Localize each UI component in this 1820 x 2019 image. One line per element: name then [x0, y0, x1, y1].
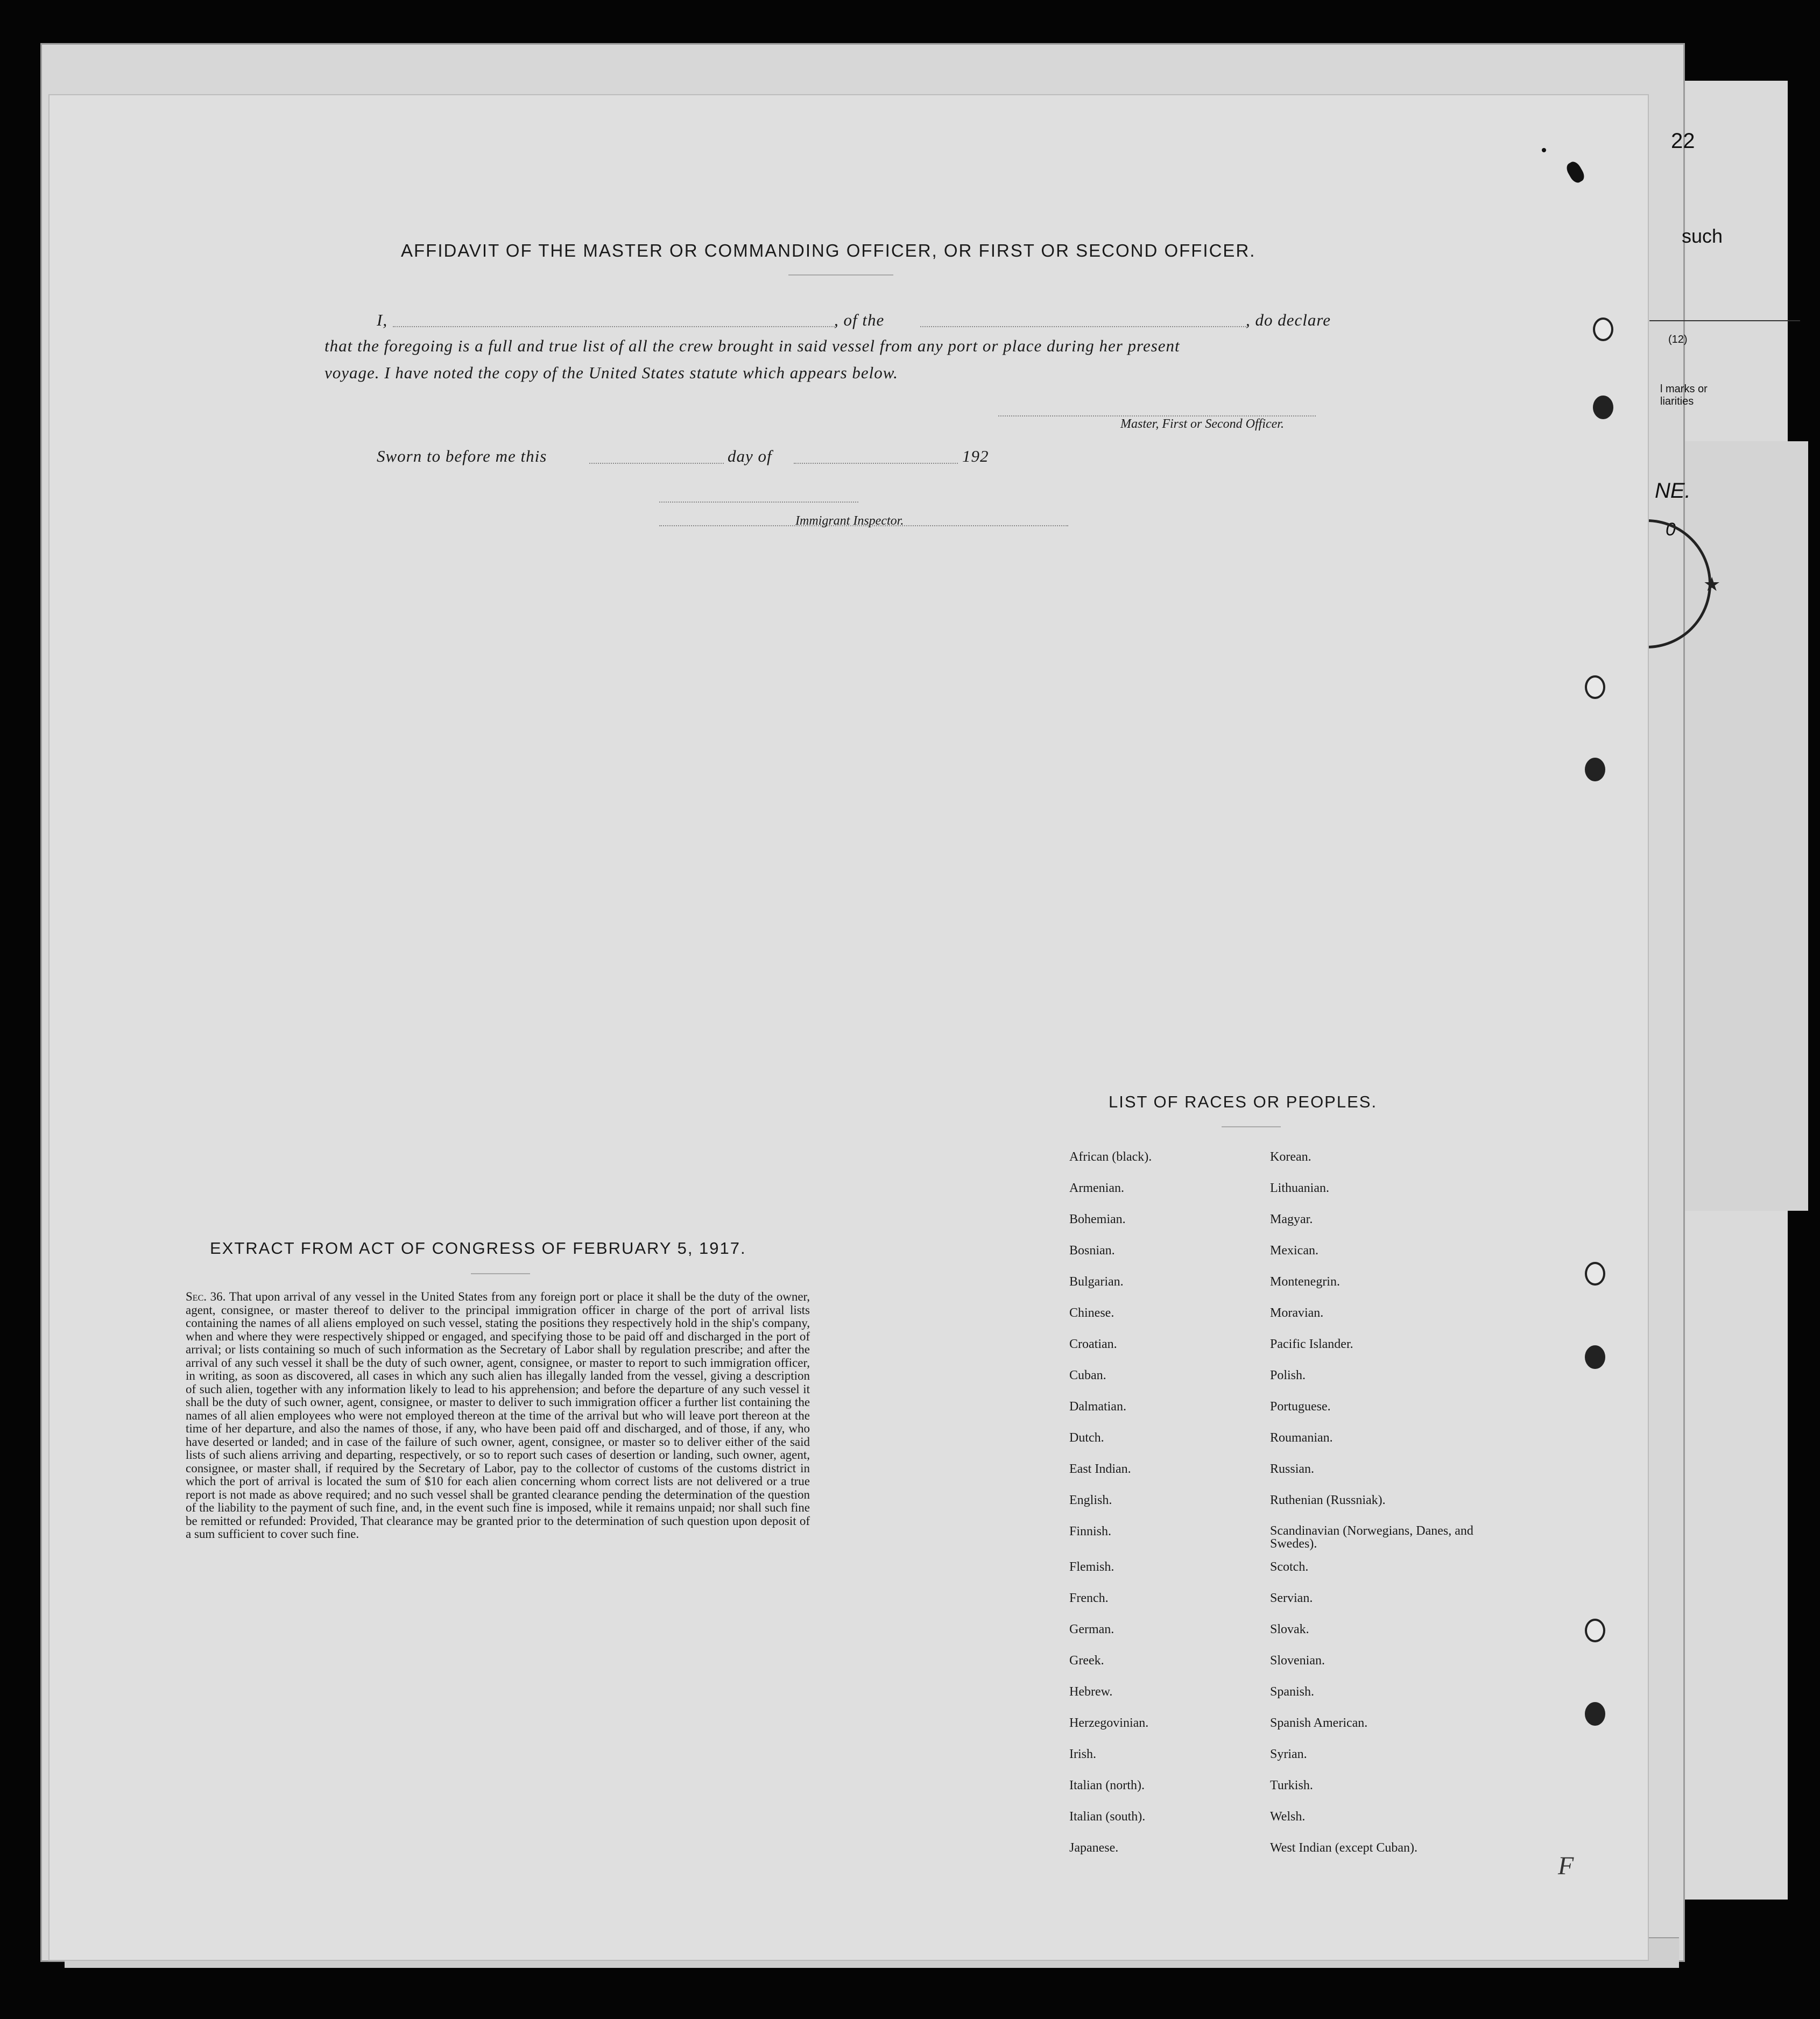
race-item: Welsh.: [1270, 1810, 1306, 1824]
statute-line: aliens employed on such vessel, stating the positions they respectively hold in the ship's company,: [323, 1316, 810, 1330]
statute-line: pending the determination of the question of the liability to the payment of such fine, and,: [186, 1487, 810, 1514]
punch-hole-icon: [1585, 1619, 1605, 1642]
punch-hole-icon: [1585, 1702, 1605, 1726]
race-item: Scandinavian (Norwegians, Danes, and Swedes).: [1270, 1524, 1473, 1551]
race-item: Russian.: [1270, 1462, 1315, 1476]
race-item: Greek.: [1069, 1654, 1104, 1668]
race-item: Servian.: [1270, 1591, 1313, 1605]
race-item: Japanese.: [1069, 1841, 1119, 1855]
race-item: Cuban.: [1069, 1368, 1106, 1382]
sworn-day-of: day of: [728, 447, 772, 465]
punch-hole-icon: [1585, 758, 1605, 781]
race-item: Dalmatian.: [1069, 1400, 1126, 1414]
inspector-signature-line: [659, 502, 858, 503]
sworn-prefix: Sworn to before me this: [377, 447, 547, 465]
statute-line: Secretary of Labor shall by regulation prescribe; and after the arrival of any such vessel it: [186, 1343, 810, 1369]
race-item: Flemish.: [1069, 1560, 1114, 1574]
title-underline: [788, 274, 893, 276]
statute-line: officer, in writing, as soon as discovered, all cases in which any such alien has illegally landed: [186, 1356, 810, 1382]
race-item: Polish.: [1270, 1368, 1306, 1382]
underlying-handwritten-o: 0: [1666, 519, 1676, 540]
handwritten-margin-mark: F: [1558, 1852, 1574, 1880]
affidavit-i-label: I,: [377, 310, 388, 329]
race-item: West Indian (except Cuban).: [1270, 1841, 1417, 1855]
statute-line: when and where they were respectively shipped or engaged, and specifying those to be paid off: [186, 1329, 663, 1343]
statute-line: of arrival is located the sum of $10 for each alien concerning whom correct lists are not delivered: [263, 1474, 763, 1488]
race-item: Slovenian.: [1270, 1654, 1325, 1668]
race-item: Irish.: [1069, 1747, 1096, 1761]
underlying-column-number: (12): [1668, 334, 1688, 345]
race-item: Portuguese.: [1270, 1400, 1331, 1414]
officer-signature-caption: Master, First or Second Officer.: [1120, 417, 1284, 431]
races-title: LIST OF RACES OR PEOPLES.: [1109, 1092, 1378, 1111]
race-item: Lithuanian.: [1270, 1181, 1329, 1195]
statute-line: arrival but who will leave port thereon at the time of her departure, and also the names of: [186, 1408, 810, 1435]
race-item: Magyar.: [1270, 1212, 1313, 1226]
race-item: Scotch.: [1270, 1560, 1309, 1574]
punch-hole-icon: [1585, 675, 1605, 699]
sworn-day-blank-line: [589, 463, 724, 464]
race-item: Chinese.: [1069, 1306, 1114, 1320]
affidavit-title: AFFIDAVIT OF THE MASTER OR COMMANDING OFFICER, OR FIRST OR SECOND OFFICER.: [401, 241, 1256, 260]
race-item: Mexican.: [1270, 1244, 1318, 1258]
statute-line: shall be the duty of such owner, agent, consignee, or master to report to such immigration: [325, 1356, 772, 1369]
statute-line: containing the names of all alien employees who were not employed thereon at the time of the: [186, 1395, 810, 1422]
race-item: Turkish.: [1270, 1778, 1313, 1792]
race-item: Moravian.: [1270, 1306, 1324, 1320]
race-item: Pacific Islander.: [1270, 1337, 1353, 1351]
affidavit-line-2: that the foregoing is a full and true list of all the crew brought in said vessel from any port or place during her present: [325, 336, 1180, 355]
races-title-underline: [1222, 1126, 1281, 1127]
race-item: English.: [1069, 1493, 1112, 1507]
race-item: Dutch.: [1069, 1431, 1104, 1445]
statute-line: those, if any, who have been paid off and discharged, and of those, if any, who have deserted: [186, 1422, 810, 1449]
statute-line: or landed; and in case of the failure of such owner, agent, consignee, or master so to deliver: [257, 1435, 722, 1449]
statute-line: That upon arrival of any vessel in the United States from any foreign port or: [229, 1290, 613, 1303]
punch-hole-icon: [1585, 1345, 1605, 1369]
underlying-marks-text: l marks or: [1660, 383, 1708, 395]
statute-line: from the vessel, giving a description of such alien, together with any information likely to: [186, 1369, 810, 1396]
race-item: Syrian.: [1270, 1747, 1307, 1761]
race-item: Herzegovinian.: [1069, 1716, 1149, 1730]
officer-signature-line: [998, 415, 1316, 416]
race-item: Italian (south).: [1069, 1810, 1146, 1824]
extract-title-underline: [471, 1273, 530, 1274]
race-item: Hebrew.: [1069, 1685, 1113, 1699]
statute-line: refunded: Provided, That clearance may be granted prior to the determination of such question: [259, 1514, 729, 1528]
punch-hole-icon: [1593, 317, 1613, 341]
race-item: Finnish.: [1069, 1524, 1112, 1538]
race-item: Spanish American.: [1270, 1716, 1368, 1730]
underlying-page-number: 22: [1671, 129, 1695, 153]
extract-title: EXTRACT FROM ACT OF CONGRESS OF FEBRUARY 5, 1917.: [210, 1239, 746, 1258]
race-item: Bohemian.: [1069, 1212, 1126, 1226]
underlying-rule: [1649, 320, 1800, 321]
race-item: Armenian.: [1069, 1181, 1124, 1195]
section-label: Sec. 36.: [186, 1290, 226, 1303]
statute-line: such owner, agent, consignee, or master to deliver to such immigration officer a further list: [284, 1395, 736, 1409]
race-item: Korean.: [1270, 1150, 1311, 1164]
race-item: Italian (north).: [1069, 1778, 1145, 1792]
vessel-blank-line: [920, 326, 1248, 327]
race-item: Spanish.: [1270, 1685, 1315, 1699]
statute-line: in the event such fine is imposed, while it remains unpaid; nor shall such fine be remitted or: [186, 1501, 810, 1528]
statute-line: Secretary of Labor, pay to the collector of customs of the customs district in which the port: [186, 1461, 810, 1488]
statute-line: or a true report is not made as above required; and no such vessel shall be granted clearance: [186, 1474, 810, 1501]
race-item: Ruthenian (Russniak).: [1270, 1493, 1386, 1507]
statute-line: cases of desertion or landing, such owner, agent, consignee, or master shall, if required by the: [186, 1448, 810, 1475]
sworn-month-blank-line: [794, 463, 958, 464]
affidavit-of-the: , of the: [834, 310, 885, 329]
name-blank-line: [393, 326, 837, 327]
punch-hole-icon: [1593, 396, 1613, 419]
sworn-year: 192: [962, 447, 989, 465]
affidavit-do-declare: , do declare: [1246, 310, 1331, 329]
statute-line: lead to his apprehension; and before the departure of any such vessel it shall be the duty of: [186, 1382, 810, 1409]
statute-line: and discharged in the port of arrival; or lists containing so much of such information as the: [186, 1329, 810, 1356]
inspector-caption: Immigrant Inspector.: [795, 514, 904, 528]
race-item: German.: [1069, 1622, 1114, 1636]
stamp-star-icon: ★: [1703, 573, 1721, 595]
statute-line: upon deposit of a sum sufficient to cover such fine.: [186, 1514, 810, 1541]
race-item: Croatian.: [1069, 1337, 1117, 1351]
race-item: Roumanian.: [1270, 1431, 1333, 1445]
race-item: Montenegrin.: [1270, 1275, 1340, 1289]
underlying-peculiarities-text: liarities: [1660, 396, 1694, 407]
ink-dot-icon: [1542, 148, 1546, 152]
race-item: Slovak.: [1270, 1622, 1309, 1636]
statute-text: [186, 1290, 810, 1541]
underlying-handwritten-ne: NE.: [1655, 479, 1691, 503]
race-item: Bulgarian.: [1069, 1275, 1124, 1289]
race-item: French.: [1069, 1591, 1109, 1605]
statute-line: place it shall be the duty of the owner, agent, consignee, or master thereof to deliver to the: [186, 1290, 810, 1317]
punch-hole-icon: [1585, 1262, 1605, 1286]
race-item: East Indian.: [1069, 1462, 1131, 1476]
affidavit-line-3: voyage. I have noted the copy of the United States statute which appears below.: [325, 363, 898, 382]
underlying-such-text: such: [1682, 225, 1723, 247]
race-item: Bosnian.: [1069, 1244, 1115, 1258]
race-item: African (black).: [1069, 1150, 1152, 1164]
statute-line: either of the said lists of such aliens arriving and departing, respectively, or so to report such: [186, 1435, 810, 1462]
statute-line: principal immigration officer in charge of the port of arrival lists containing the names of all: [186, 1303, 810, 1330]
